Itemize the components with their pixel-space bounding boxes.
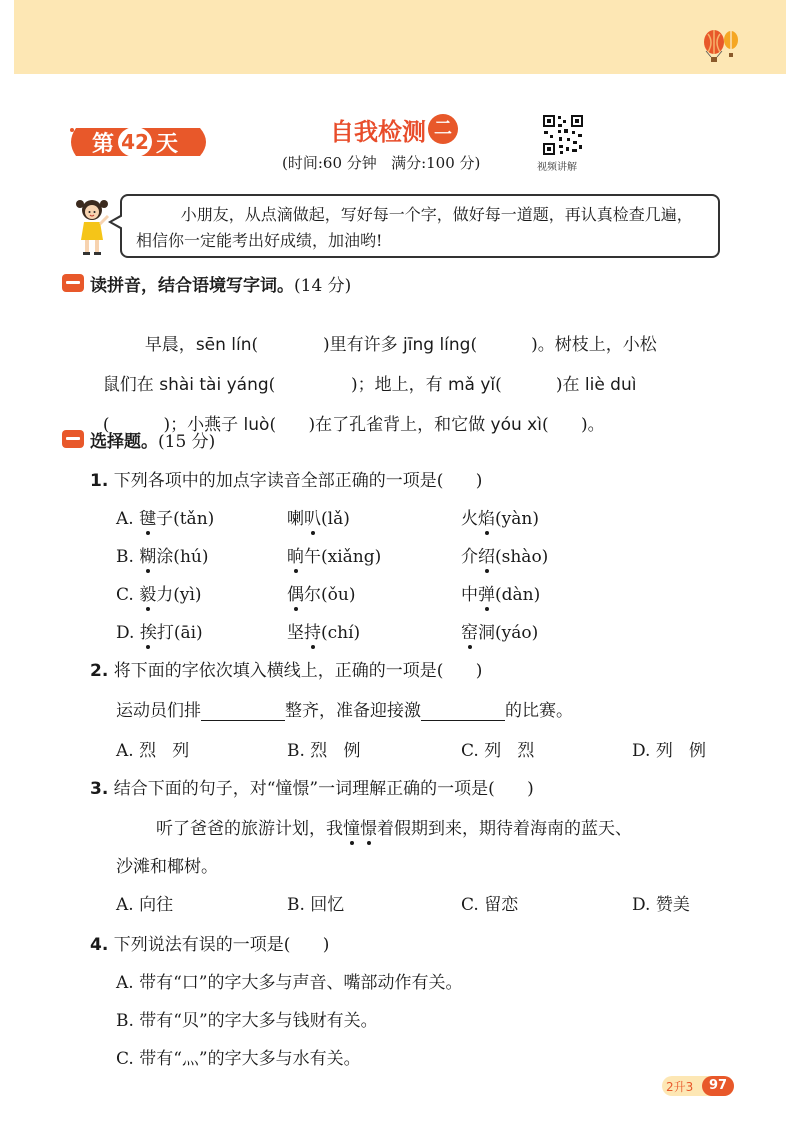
time-score-subtitle: (时间:60 分钟 满分:100 分): [282, 154, 481, 172]
q1-option-d-2[interactable]: [287, 618, 360, 643]
option-text: 中: [461, 585, 478, 605]
sentence-text: 整齐，准备迎接激: [285, 701, 421, 721]
dotted-char: 焰: [478, 504, 495, 529]
q2-option-a[interactable]: A. 烈 列: [116, 741, 190, 761]
sentence-text: 的比赛。: [505, 701, 573, 721]
option-text: 尔(ǒu): [304, 585, 356, 605]
dotted-char: 绍: [478, 542, 495, 567]
passage-text: 听了爸爸的旅游计划，我: [156, 819, 343, 839]
q1-option-c-2[interactable]: [287, 580, 355, 605]
option-text: (dàn): [495, 585, 541, 605]
question-number: 4.: [90, 935, 109, 955]
option-text: (chí): [321, 623, 361, 643]
q3-option-c[interactable]: C. 留恋: [461, 895, 519, 915]
text: 鼠们在: [102, 375, 160, 395]
intro-speech-bubble: [120, 194, 720, 258]
option-text: 力(yì): [156, 585, 202, 605]
q1-option-d-1[interactable]: [116, 618, 203, 643]
q3-option-a[interactable]: A. 向往: [116, 895, 174, 915]
pinyin: jīng líng: [403, 335, 471, 355]
q4-option-a[interactable]: A. 带有“口”的字大多与声音、嘴部动作有关。: [116, 973, 463, 993]
page-number: 97: [708, 1078, 728, 1093]
q1-option-b-3[interactable]: [461, 542, 548, 567]
grade-label: 2升3: [666, 1080, 694, 1094]
passage-text: 着假期到来，期待着海南的蓝天、: [377, 819, 632, 839]
question-2: [90, 656, 482, 681]
dotted-char: 糊: [139, 542, 156, 567]
q3-option-b[interactable]: B. 回忆: [287, 895, 345, 915]
day-label: [92, 126, 178, 158]
q4-option-c[interactable]: C. 带有“灬”的字大多与水有关。: [116, 1049, 361, 1069]
blank-text[interactable]: ( )；小燕子: [102, 415, 244, 435]
section1-title: 读拼音，结合语境写字词。: [90, 275, 294, 296]
q1-option-a-2[interactable]: [287, 504, 350, 529]
page-title: [330, 112, 458, 146]
dotted-char: 弹: [478, 580, 495, 605]
day-suffix: 天: [156, 131, 179, 157]
fill-blank-line[interactable]: [201, 703, 285, 721]
text: 早晨，: [144, 335, 196, 355]
option-text: 涂(hú): [156, 547, 209, 567]
option-text: 介: [461, 547, 478, 567]
dotted-char: 晌: [287, 542, 304, 567]
q3-passage-line-2: 沙滩和椰树。: [116, 857, 218, 877]
dotted-char: 叭: [304, 504, 321, 529]
dotted-char: 挨: [140, 618, 157, 643]
question-3: [90, 774, 534, 799]
pinyin: luò: [243, 415, 270, 435]
day-number: 42: [118, 127, 152, 157]
question-1: [90, 466, 482, 491]
option-letter: C.: [116, 585, 140, 605]
pinyin: shài tài yáng: [159, 375, 269, 395]
q3-passage-line-1: [156, 814, 632, 839]
q2-sentence: [116, 696, 573, 721]
dotted-char: 窑: [461, 618, 478, 643]
option-letter: A.: [116, 509, 140, 529]
pinyin: sēn lín: [195, 335, 252, 355]
option-text: 洞(yáo): [478, 623, 539, 643]
option-text: (lǎ): [321, 509, 350, 529]
option-text: 坚: [287, 623, 304, 643]
question-text: 结合下面的句子，对“憧憬”一词理解正确的一项是( ): [108, 779, 534, 799]
option-text: 火: [461, 509, 478, 529]
section2-points: (15 分): [158, 431, 216, 452]
blank-text[interactable]: ( )。: [541, 415, 605, 435]
q1-option-a-3[interactable]: [461, 504, 539, 529]
qr-code-icon[interactable]: [542, 114, 584, 156]
question-text: 将下面的字依次填入横线上，正确的一项是( ): [108, 661, 483, 681]
section2-title: 选择题。: [90, 431, 158, 452]
header-band: [14, 0, 786, 74]
option-text: (shào): [495, 547, 549, 567]
pinyin-line-1: [134, 310, 657, 355]
question-text: 下列各项中的加点字读音全部正确的一项是( ): [108, 471, 483, 491]
dotted-char: 憬: [360, 814, 377, 839]
q2-option-d[interactable]: D. 列 例: [632, 741, 707, 761]
pinyin: yóu xì: [490, 415, 542, 435]
title-number: 二: [428, 114, 458, 144]
q1-option-d-3[interactable]: [461, 618, 538, 643]
sentence-text: 运动员们排: [116, 701, 201, 721]
pinyin: liè duì: [584, 375, 637, 395]
blank-text[interactable]: ( )；地上，有: [268, 375, 448, 395]
q1-option-b-1[interactable]: [116, 542, 208, 567]
q1-option-c-1[interactable]: [116, 580, 202, 605]
option-letter: D.: [116, 623, 140, 643]
option-text: 子(tǎn): [156, 509, 215, 529]
option-text: 喇: [287, 509, 304, 529]
pinyin: mǎ yǐ: [447, 375, 496, 395]
intro-text: 小朋友，从点滴做起，写好每一个字，做好每一道题，再认真检查几遍，相信你一定能考出好成绩，加油哟!: [136, 205, 693, 250]
dotted-char: 持: [304, 618, 321, 643]
q1-option-c-3[interactable]: [461, 580, 540, 605]
q1-option-a-1[interactable]: [116, 504, 214, 529]
section-bar-icon: [62, 274, 84, 292]
section1-header: [62, 272, 351, 294]
blank-text[interactable]: ( )。树枝上，小松: [470, 335, 657, 355]
q1-option-b-2[interactable]: [287, 542, 381, 567]
question-number: 3.: [90, 779, 109, 799]
section1-points: (14 分): [294, 275, 352, 296]
section-bar-icon: [62, 430, 84, 448]
day-prefix: 第: [92, 131, 115, 157]
question-text: 下列说法有误的一项是( ): [108, 935, 330, 955]
section2-header: [62, 428, 215, 450]
blank-text[interactable]: ( )在: [495, 375, 585, 395]
pinyin-line-2: [92, 350, 636, 395]
dotted-char: 毽: [139, 504, 156, 529]
option-text: 打(āi): [156, 623, 203, 643]
dotted-char: 毅: [139, 580, 156, 605]
q2-option-c[interactable]: C. 列 烈: [461, 741, 535, 761]
q4-option-b[interactable]: B. 带有“贝”的字大多与钱财有关。: [116, 1011, 378, 1031]
option-text: 午(xiǎng): [304, 547, 382, 567]
title-text: 自我检测: [330, 117, 426, 146]
dotted-char: 偶: [287, 580, 304, 605]
q2-option-b[interactable]: B. 烈 例: [287, 741, 361, 761]
option-text: (yàn): [495, 509, 539, 529]
question-number: 1.: [90, 471, 109, 491]
blank-text[interactable]: ( )里有许多: [251, 335, 404, 355]
hot-air-balloon-icon: [700, 30, 740, 66]
fill-blank-line[interactable]: [421, 703, 505, 721]
question-4: [90, 930, 329, 955]
option-letter: B.: [116, 547, 140, 567]
qr-label: 视频讲解: [537, 162, 577, 173]
dotted-char: 憧: [343, 814, 360, 839]
q3-option-d[interactable]: D. 赞美: [632, 895, 690, 915]
blank-text[interactable]: ( )在了孔雀背上，和它做: [269, 415, 491, 435]
question-number: 2.: [90, 661, 109, 681]
